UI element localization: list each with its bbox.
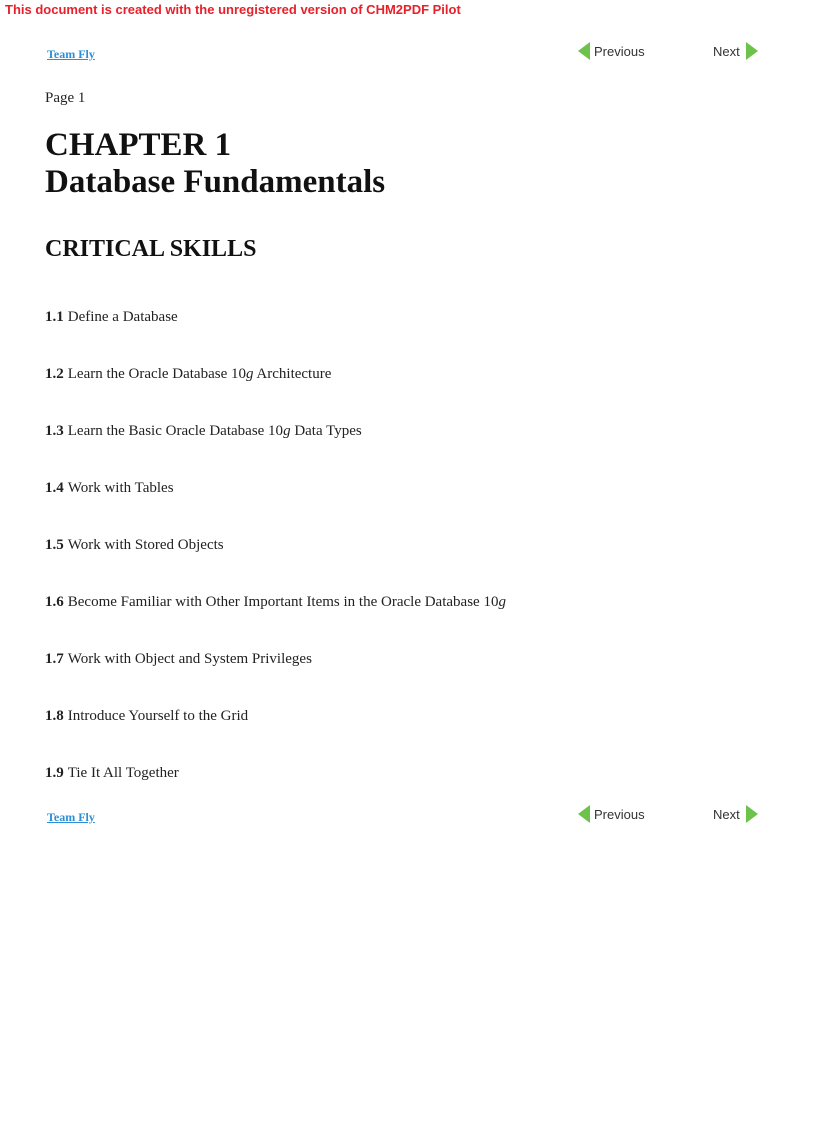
skill-number: 1.4: [45, 480, 64, 496]
previous-button-top[interactable]: [578, 40, 645, 62]
skill-item: [45, 364, 765, 421]
skill-item: [45, 706, 765, 763]
skill-item: [45, 478, 765, 535]
skill-text: Work with Tables: [67, 480, 174, 496]
skill-text: Work with Stored Objects: [67, 537, 224, 553]
top-navigation: [0, 38, 816, 68]
previous-label: Previous: [594, 806, 645, 822]
skill-item: [45, 649, 765, 706]
team-fly-link-bottom[interactable]: Team Fly: [47, 810, 95, 824]
skill-text-after: Architecture: [253, 366, 332, 382]
skill-text: Tie It All Together: [67, 765, 179, 781]
arrow-right-icon: [746, 42, 758, 60]
skill-number: 1.7: [45, 651, 64, 667]
skill-version-suffix: g: [283, 423, 291, 439]
chapter-title: [45, 127, 385, 201]
bottom-navigation: [0, 801, 816, 831]
skill-text: Introduce Yourself to the Grid: [67, 708, 249, 724]
next-button-bottom[interactable]: [713, 803, 758, 825]
skill-text: Learn the Oracle Database 10: [67, 366, 246, 382]
skill-item: [45, 307, 765, 364]
next-button-top[interactable]: [713, 40, 758, 62]
skill-text: Become Familiar with Other Important Items in the Oracle Database 10: [67, 594, 499, 610]
next-label: Next: [713, 806, 740, 822]
skill-number: 1.2: [45, 366, 64, 382]
team-fly-link-top[interactable]: Team Fly: [47, 47, 95, 61]
skill-number: 1.6: [45, 594, 64, 610]
skill-text: Learn the Basic Oracle Database 10: [67, 423, 284, 439]
skill-number: 1.9: [45, 765, 64, 781]
skill-text: Define a Database: [67, 309, 178, 325]
previous-button-bottom[interactable]: [578, 803, 645, 825]
chapter-number: CHAPTER 1: [45, 127, 232, 163]
skill-item: [45, 535, 765, 592]
next-label: Next: [713, 43, 740, 59]
critical-skills-heading: CRITICAL SKILLS: [45, 236, 257, 262]
skill-version-suffix: g: [498, 594, 506, 610]
skill-text: Work with Object and System Privileges: [67, 651, 312, 667]
skill-item: [45, 421, 765, 478]
arrow-left-icon: [578, 805, 590, 823]
arrow-left-icon: [578, 42, 590, 60]
skill-text-after: Data Types: [290, 423, 362, 439]
chapter-name: Database Fundamentals: [45, 164, 386, 200]
arrow-right-icon: [746, 805, 758, 823]
skill-item: [45, 592, 765, 649]
watermark-banner: This document is created with the unregistered version of CHM2PDF Pilot: [5, 2, 461, 17]
skill-version-suffix: g: [246, 366, 254, 382]
page-number: Page 1: [45, 90, 86, 106]
skill-number: 1.1: [45, 309, 64, 325]
skills-list: [45, 307, 765, 820]
previous-label: Previous: [594, 43, 645, 59]
skill-number: 1.5: [45, 537, 64, 553]
skill-number: 1.8: [45, 708, 64, 724]
skill-number: 1.3: [45, 423, 64, 439]
